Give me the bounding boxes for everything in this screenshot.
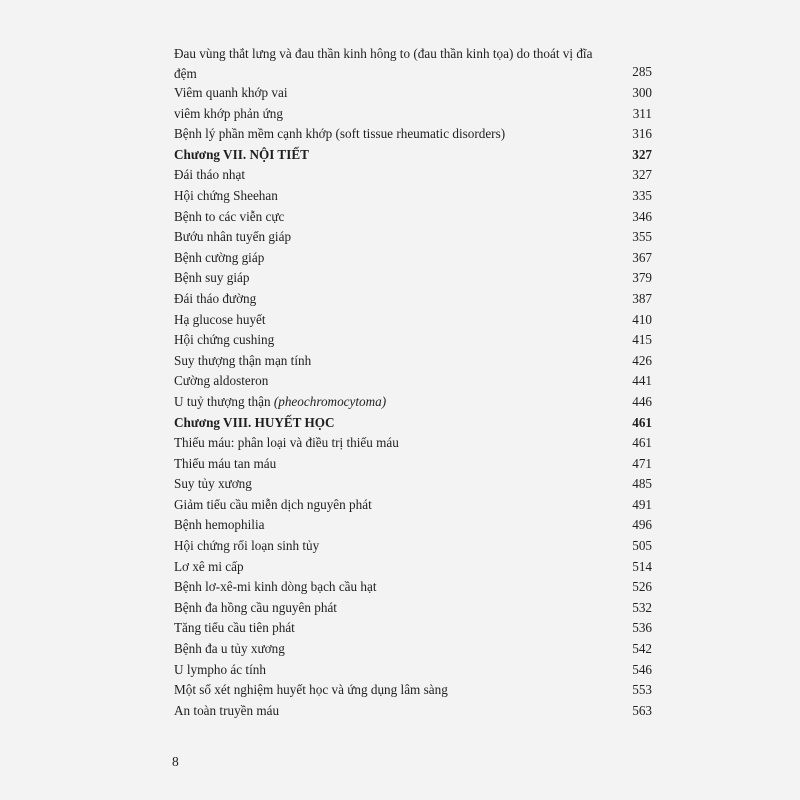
toc-entry xyxy=(174,495,652,516)
toc-entry-title: Bướu nhân tuyến giáp xyxy=(174,229,292,245)
toc-entry-title: Hạ glucose huyết xyxy=(174,311,266,327)
toc-entry xyxy=(174,371,652,392)
toc-entry-title: Chương VIII. HUYẾT HỌC xyxy=(174,414,335,430)
toc-entry-page: 367 xyxy=(632,249,652,265)
toc-entry xyxy=(174,186,652,207)
toc-entry-page: 285 xyxy=(632,64,652,80)
toc-entry xyxy=(174,515,652,536)
toc-entry-title: Bệnh cường giáp xyxy=(174,249,265,265)
toc-entry-page: 387 xyxy=(632,290,652,306)
toc-entry xyxy=(174,701,652,722)
toc-entry xyxy=(174,310,652,331)
toc-entry-title: Hội chứng cushing xyxy=(174,332,275,348)
toc-entry xyxy=(174,83,652,104)
toc-entry-page: 532 xyxy=(632,599,652,615)
toc-entry-title: Hội chứng rối loạn sinh tủy xyxy=(174,538,320,554)
toc-entry-page: 415 xyxy=(632,332,652,348)
toc-entry-title-italic: (pheochromocytoma) xyxy=(273,393,387,409)
toc-entry-page: 379 xyxy=(632,270,652,286)
toc-entry xyxy=(174,557,652,578)
toc-entry-title: Bệnh suy giáp xyxy=(174,270,250,286)
toc-entry-page: 316 xyxy=(632,126,652,142)
toc-entry-title: Viêm quanh khớp vai xyxy=(174,85,288,100)
toc-entry-title: Suy tủy xương xyxy=(174,476,252,492)
toc-entry-page: 355 xyxy=(632,229,652,245)
toc-entry-title: Đau vùng thắt lưng và đau thần kinh hông to (đau thần kinh tọa) do thoát vị đĩa đệm xyxy=(174,46,593,81)
toc-entry-title: U tuỷ thượng thận xyxy=(174,393,274,409)
toc-chapter-heading xyxy=(174,145,652,166)
toc-entry-title: Một số xét nghiệm huyết học và ứng dụng lâm sàng xyxy=(174,682,448,698)
toc-entry-title: Bệnh lý phần mềm cạnh khớp (soft tissue rheumatic disorders) xyxy=(174,126,506,142)
toc-entry-page: 327 xyxy=(632,167,652,183)
toc-entry-page: 514 xyxy=(632,558,652,574)
toc-entry-title: Hội chứng Sheehan xyxy=(174,187,278,203)
toc-entry-title: Tăng tiểu cầu tiên phát xyxy=(174,620,295,636)
toc-entry-title: Cường aldosteron xyxy=(174,373,269,389)
toc-entry-page: 311 xyxy=(632,105,652,121)
toc-entry-page: 335 xyxy=(632,187,652,203)
toc-entry xyxy=(174,351,652,372)
toc-entry-page: 461 xyxy=(632,435,652,451)
toc-entry xyxy=(174,639,652,660)
toc-entry-title: Đái tháo nhạt xyxy=(174,167,246,183)
toc-entry-page: 441 xyxy=(632,373,652,389)
toc-entry-title: Bệnh lơ-xê-mi kinh dòng bạch cầu hạt xyxy=(174,579,377,595)
toc-entry xyxy=(174,660,652,681)
toc-entry-page: 542 xyxy=(632,641,652,657)
toc-entry-page: 505 xyxy=(632,538,652,554)
toc-entry-page: 526 xyxy=(632,579,652,595)
toc-entry-title: Suy thượng thận mạn tính xyxy=(174,352,312,368)
toc-entry-page: 426 xyxy=(632,352,652,368)
toc-entry xyxy=(174,289,652,310)
toc-entry-page: 471 xyxy=(632,455,652,471)
toc-entry xyxy=(174,474,652,495)
toc-entry-page: 546 xyxy=(632,661,652,677)
toc-entry-title: Lơ xê mi cấp xyxy=(174,558,244,574)
toc-entry-page: 410 xyxy=(632,311,652,327)
toc-entry-title: Thiếu máu: phân loại và điều trị thiếu máu xyxy=(174,435,399,451)
toc-entry xyxy=(174,44,652,83)
toc-entry xyxy=(174,536,652,557)
toc-entry-title: Bệnh đa u tủy xương xyxy=(174,641,285,657)
toc-entry xyxy=(174,124,652,145)
toc-entry-page: 536 xyxy=(632,620,652,636)
toc-entry xyxy=(174,433,652,454)
toc-entry xyxy=(174,680,652,701)
page-number: 8 xyxy=(172,754,179,769)
toc-entry-title: Bệnh to các viễn cực xyxy=(174,208,285,224)
toc-entry xyxy=(174,392,652,413)
toc-entry-title: viêm khớp phản ứng xyxy=(174,105,283,121)
toc-entry-page: 300 xyxy=(632,85,652,100)
toc-entry-page: 563 xyxy=(632,702,652,718)
toc-entry-page: 491 xyxy=(632,496,652,512)
toc-entry-page: 346 xyxy=(632,208,652,224)
toc-entry-page: 327 xyxy=(632,146,652,162)
toc-entry-page: 553 xyxy=(632,682,652,698)
toc-entry xyxy=(174,268,652,289)
toc-entry-page: 496 xyxy=(632,517,652,533)
toc-chapter-heading xyxy=(174,413,652,434)
toc-entry xyxy=(174,207,652,228)
toc-entry-title: Đái tháo đường xyxy=(174,290,257,306)
toc-entry xyxy=(174,248,652,269)
toc-entry xyxy=(174,454,652,475)
toc-entry-title: Bệnh hemophilia xyxy=(174,517,265,533)
toc-entry xyxy=(174,165,652,186)
toc-entry-title: Chương VII. NỘI TIẾT xyxy=(174,146,309,162)
toc-entry-page: 485 xyxy=(632,476,652,492)
toc-entry xyxy=(174,104,652,125)
toc-entry-page: 461 xyxy=(632,414,652,430)
toc-entry xyxy=(174,227,652,248)
toc-entry-title: Giảm tiểu cầu miễn dịch nguyên phát xyxy=(174,496,372,512)
toc-entry xyxy=(174,577,652,598)
toc-entry-title: Bệnh đa hồng cầu nguyên phát xyxy=(174,599,337,615)
toc-entry-title: Thiếu máu tan máu xyxy=(174,455,277,471)
toc-entry xyxy=(174,598,652,619)
toc-entry xyxy=(174,330,652,351)
toc-entry-title: An toàn truyền máu xyxy=(174,702,280,718)
table-of-contents xyxy=(174,44,652,721)
toc-entry xyxy=(174,618,652,639)
toc-entry-page: 446 xyxy=(632,393,652,409)
toc-entry-title: U lympho ác tính xyxy=(174,661,266,677)
